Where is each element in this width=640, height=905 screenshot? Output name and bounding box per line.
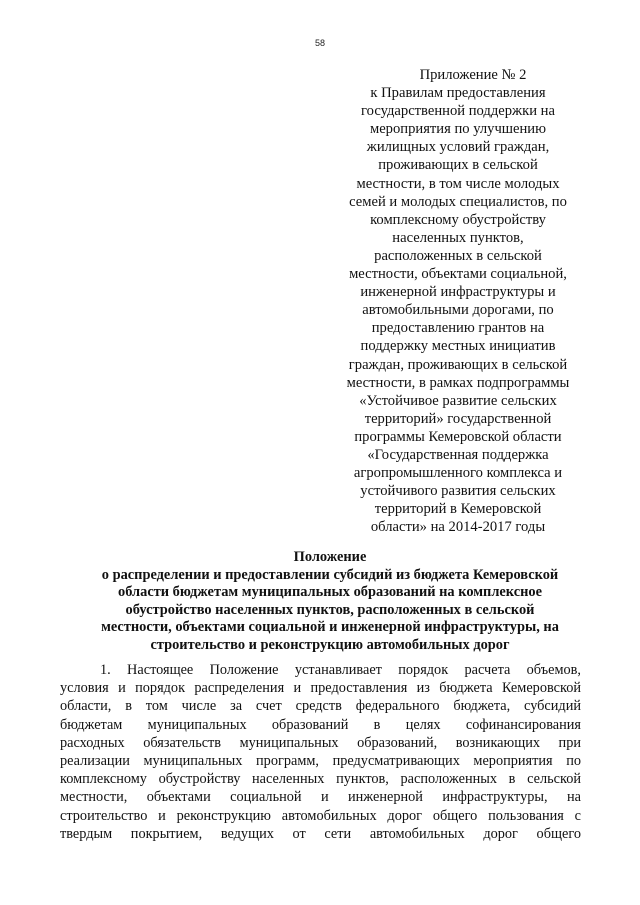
title-line: о распределении и предоставлении субсидий из бюджета Кемеровской	[101, 566, 559, 583]
appendix-line: устойчивого развития сельских	[360, 483, 556, 500]
appendix-line: инженерной инфраструктуры и	[360, 284, 556, 301]
appendix-line: программы Кемеровской области	[354, 428, 562, 445]
regulation-title	[60, 549, 600, 655]
paragraph-line: области, в том числе за счет средств федерального бюджета, субсидий	[60, 698, 581, 715]
paragraph-line: местности, объектами социальной и инженерной инфраструктуры, на	[60, 789, 581, 806]
appendix-line: проживающих в сельской	[378, 157, 538, 174]
appendix-line: области» на 2014-2017 годы	[370, 519, 546, 536]
appendix-line: «Устойчивое развитие сельских	[359, 392, 557, 409]
appendix-line: территорий в Кемеровской	[374, 501, 542, 518]
appendix-line: местности, объектами социальной,	[349, 266, 567, 283]
appendix-line: жилищных условий граждан,	[366, 139, 550, 156]
appendix-line: граждан, проживающих в сельской	[348, 356, 568, 373]
appendix-line: агропромышленного комплекса и	[353, 465, 563, 482]
appendix-line: государственной поддержки на	[361, 103, 555, 120]
paragraph-line: расходных обязательств муниципальных образований, возникающих при	[60, 734, 581, 751]
page-number: 58	[314, 38, 325, 48]
appendix-line: автомобильными дорогами, по	[362, 302, 554, 319]
appendix-line: Приложение № 2	[419, 67, 527, 83]
paragraph-line: условия и порядок распределения и предоставления из бюджета Кемеровской	[60, 680, 581, 697]
appendix-line: местности, в том числе молодых	[356, 175, 560, 192]
paragraph-line: бюджетам муниципальных образований в целях софинансирования	[60, 716, 581, 733]
title-line: строительство и реконструкцию автомобильных дорог	[150, 636, 510, 653]
appendix-line: к Правилам предоставления	[370, 85, 546, 102]
paragraph-line: реализации муниципальных программ, предусматривающих мероприятия по	[60, 753, 581, 770]
appendix-line: территорий» государственной	[364, 410, 552, 427]
appendix-line: семей и молодых специалистов, по	[349, 193, 567, 210]
paragraph-line: твердым покрытием, ведущих от сети автомобильных дорог общего	[60, 825, 581, 842]
appendix-line: мероприятия по улучшению	[369, 121, 547, 138]
appendix-line: расположенных в сельской	[374, 247, 542, 264]
appendix-line: местности, в рамках подпрограммы	[346, 374, 570, 391]
title-line: Положение	[293, 549, 367, 565]
title-line: местности, объектами социальной и инженерной инфраструктуры, на	[101, 619, 559, 636]
appendix-line: поддержку местных инициатив	[360, 338, 556, 355]
appendix-line: «Государственная поддержка	[367, 446, 549, 463]
title-line: обустройство населенных пунктов, расположенных в сельской	[125, 601, 535, 618]
title-line: области бюджетам муниципальных образований на комплексное	[118, 584, 542, 601]
paragraph-line: комплексному обустройству населенных пунктов, расположенных в сельской	[60, 771, 581, 788]
appendix-block	[344, 66, 572, 536]
paragraph-1	[60, 661, 581, 843]
appendix-line: предоставлению грантов на	[371, 320, 545, 337]
appendix-line: населенных пунктов,	[392, 229, 524, 246]
appendix-line: комплексному обустройству	[370, 211, 546, 228]
paragraph-line: 1. Настоящее Положение устанавливает порядок расчета объемов,	[100, 662, 581, 678]
paragraph-line: строительство и реконструкцию автомобильных дорог общего пользования с	[60, 807, 581, 824]
